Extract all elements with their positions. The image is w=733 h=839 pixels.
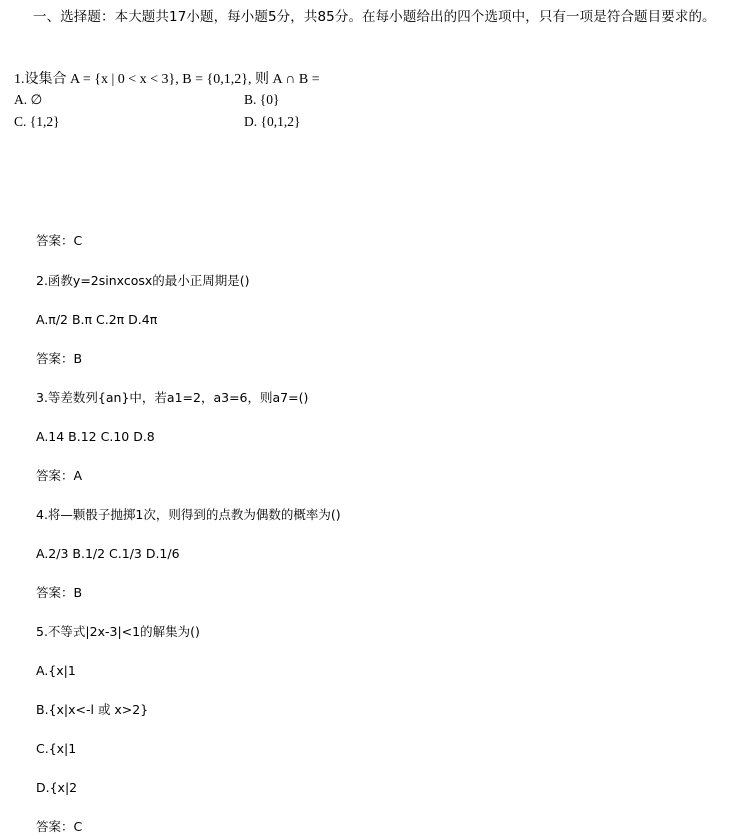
question-1-stem-text: 1.设集合 A = {x | 0 < x < 3}, B = {0,1,2}, 则 A ∩ B = [14, 72, 320, 87]
option-d: D. {0,1,2} [244, 114, 301, 129]
answer-4: 答案：B [36, 585, 83, 600]
option-a: A. ∅ [14, 92, 43, 107]
question-5-option-d: D.{x|2 [36, 780, 78, 795]
question-3-options: A.14 B.12 C.10 D.8 [36, 429, 155, 444]
answer-5: 答案：C [36, 819, 83, 834]
option-row [14, 92, 474, 114]
option-c: C. {1,2} [14, 114, 60, 129]
question-4-stem: 4.将—颗骰子抛掷1次，则得到的点教为偶数的概率为() [36, 507, 341, 522]
question-2-stem: 2.函教y=2sinxcosx的最小正周期是() [36, 273, 250, 288]
question-1-stem [14, 68, 320, 88]
question-2-options: A.π/2 B.π C.2π D.4π [36, 312, 158, 327]
option-b: B. {0} [244, 92, 280, 107]
answer-3: 答案：A [36, 468, 83, 483]
option-row [14, 114, 474, 136]
section-heading: 一、选择题：本大题共17小题，每小题5分，共85分。在每小题给出的四个选项中，只有一项是符合题目要求的。 [33, 9, 716, 25]
question-4-options: A.2/3 B.1/2 C.1/3 D.1/6 [36, 546, 180, 561]
answer-2: 答案：B [36, 351, 83, 366]
question-3-stem: 3.等差数列{an}中，若a1=2，a3=6，则a7=() [36, 390, 309, 405]
question-5-option-c: C.{x|1 [36, 741, 77, 756]
question-5-stem: 5.不等式|2x-3|<1的解集为() [36, 624, 200, 639]
question-5-option-a: A.{x|1 [36, 663, 76, 678]
answer-1: 答案：C [36, 233, 83, 248]
question-1-options [14, 92, 474, 136]
question-5-option-b: B.{x|x<-l 或 x>2} [36, 702, 149, 717]
